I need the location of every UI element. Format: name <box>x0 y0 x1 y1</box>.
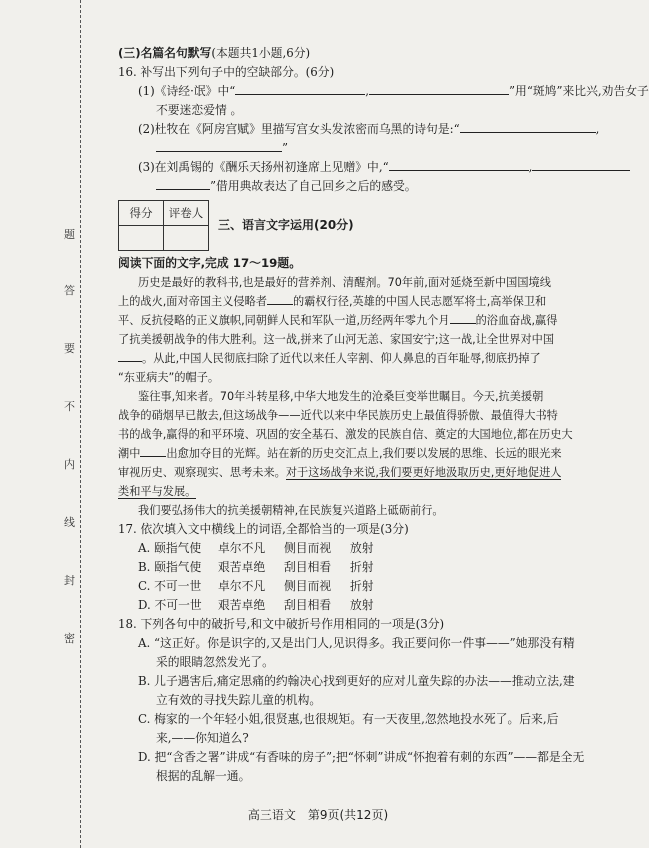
q16-part-2-cont: ” <box>118 139 618 158</box>
passage-line: 我们要弘扬伟大的抗美援朝精神,在民族复兴道路上砥砺前行。 <box>138 504 444 517</box>
passage-line: 平、反抗侵略的正义旗帜,同朝鲜人民和军队一道,历经两年零九个月 的浴血奋战,赢得 <box>118 311 618 330</box>
margin-char: 不 <box>64 400 75 413</box>
underlined-sentence-end: 类和平与发展。 <box>118 485 197 498</box>
question-17-stem: 17. 依次填入文中横线上的词语,全都恰当的一项是(3分) <box>118 522 409 536</box>
question-16-stem: 16. 补写出下列句子中的空缺部分。(6分) <box>118 65 335 79</box>
passage-line: 上的战火,面对帝国主义侵略者 的霸权行径,英雄的中国人民志愿军将士,高举保卫和 <box>118 292 618 311</box>
q18-option-c-cont: 来,——你知道么? <box>156 731 249 745</box>
q17-option-c: C. 不可一世 卓尔不凡 侧目而视 折射 <box>138 579 374 593</box>
passage-line: 审视历史、观察现实、思考未来。对于这场战争来说,我们要更好地汲取历史,更好地促进人 <box>118 466 562 479</box>
passage-line: 。从此,中国人民彻底扫除了近代以来任人宰割、仰人鼻息的百年耻辱,彻底扔掉了 <box>118 349 618 368</box>
reviewer-cell <box>164 226 209 251</box>
passage-line <box>118 482 618 501</box>
passage-line: 历史是最好的教科书,也是最好的营养剂、清醒剂。70年前,面对延烧至新中国国境线 <box>138 276 551 289</box>
q18-option-a-cont: 采的眼睛忽然发光了。 <box>156 655 274 669</box>
score-box-area <box>118 200 618 252</box>
passage-line: 书的战争,赢得的和平环境、巩固的安全基石、激发的民族自信、奠定的大国地位,都在历史大 <box>118 428 573 441</box>
q16-part-2: (2)杜牧在《阿房宫赋》里描写宫女头发浓密而乌黑的诗句是:“ , <box>138 122 600 136</box>
q16-part-3-cont: ”借用典故表达了自己回乡之后的感受。 <box>118 177 618 196</box>
passage-line: 战争的硝烟早已散去,但这场战争——近代以来中华民族历史上最值得骄傲、最值得大书特 <box>118 409 558 422</box>
passage-line: 鉴往事,知来者。70年斗转星移,中华大地发生的沧桑巨变举世瞩目。今天,抗美援朝 <box>138 390 544 403</box>
q18-option-d-cont: 根据的乱解一通。 <box>156 769 251 783</box>
q16-part-1-cont: 不要迷恋爱情 。 <box>156 103 243 117</box>
q16-part-3: (3)在刘禹锡的《酬乐天扬州初逢席上见赠》中,“ , <box>118 158 618 177</box>
q17-option-a: A. 颐指气使 卓尔不凡 侧目而视 放射 <box>138 541 374 555</box>
q17-option-d: D. 不可一世 艰苦卓绝 刮目相看 放射 <box>138 598 374 612</box>
section-3-title: 三、语言文字运用(20分) <box>218 218 354 232</box>
margin-char: 要 <box>64 342 75 355</box>
exam-page-content <box>118 44 649 786</box>
passage-line: “东亚病夫”的帽子。 <box>118 371 220 384</box>
q18-option-a: A. “这正好。你是识字的,又是出门人,见识得多。我正要问你一件事——”她那没有精 <box>138 636 575 650</box>
binding-dashed-line <box>80 0 81 848</box>
q17-option-b: B. 颐指气使 艰苦卓绝 刮目相看 折射 <box>138 560 374 574</box>
reviewer-label: 评卷人 <box>164 201 209 226</box>
margin-char: 密 <box>64 632 75 645</box>
page-footer: 高三语文 第9页(共12页) <box>247 808 389 822</box>
score-table <box>118 200 209 251</box>
q18-option-b: B. 儿子遇害后,痛定思痛的约翰决心找到更好的应对儿童失踪的办法——推动立法,建 <box>138 674 575 688</box>
margin-char: 内 <box>64 458 75 471</box>
question-18-stem: 18. 下列各句中的破折号,和文中破折号作用相同的一项是(3分) <box>118 617 445 631</box>
passage-line: 了抗美援朝战争的伟大胜利。这一战,拼来了山河无恙、家国安宁;这一战,让全世界对中国 <box>118 333 555 346</box>
passage-intro: 阅读下面的文字,完成 17～19题。 <box>118 256 301 270</box>
score-label: 得分 <box>119 201 164 226</box>
margin-char: 答 <box>64 284 75 297</box>
underlined-sentence: 对于这场战争来说,我们要更好地汲取历史,更好地促进人 <box>285 466 562 479</box>
score-cell <box>119 226 164 251</box>
q18-option-d: D. 把“含香之署”讲成“有香味的房子”;把“怀刺”讲成“怀抱着有刺的东西”——都是全无 <box>138 750 585 764</box>
section-header: (三)名篇名句默写(本题共1小题,6分) <box>118 46 311 60</box>
margin-char: 线 <box>64 516 75 529</box>
q18-option-b-cont: 立有效的寻找失踪儿童的机构。 <box>156 693 322 707</box>
margin-char: 封 <box>64 574 75 587</box>
margin-char: 题 <box>64 228 75 241</box>
passage-line: 潮中 出愈加夺目的光辉。站在新的历史交汇点上,我们要以发展的思维、长远的眼光来 <box>118 444 618 463</box>
reading-passage <box>118 273 618 520</box>
q18-option-c: C. 梅家的一个年轻小姐,很贤惠,也很规矩。有一天夜里,忽然地投水死了。后来,后 <box>138 712 559 726</box>
q16-part-1: (1)《诗经·氓》中“ , ”用“斑鸠”来比兴,劝告女子 <box>138 84 649 98</box>
